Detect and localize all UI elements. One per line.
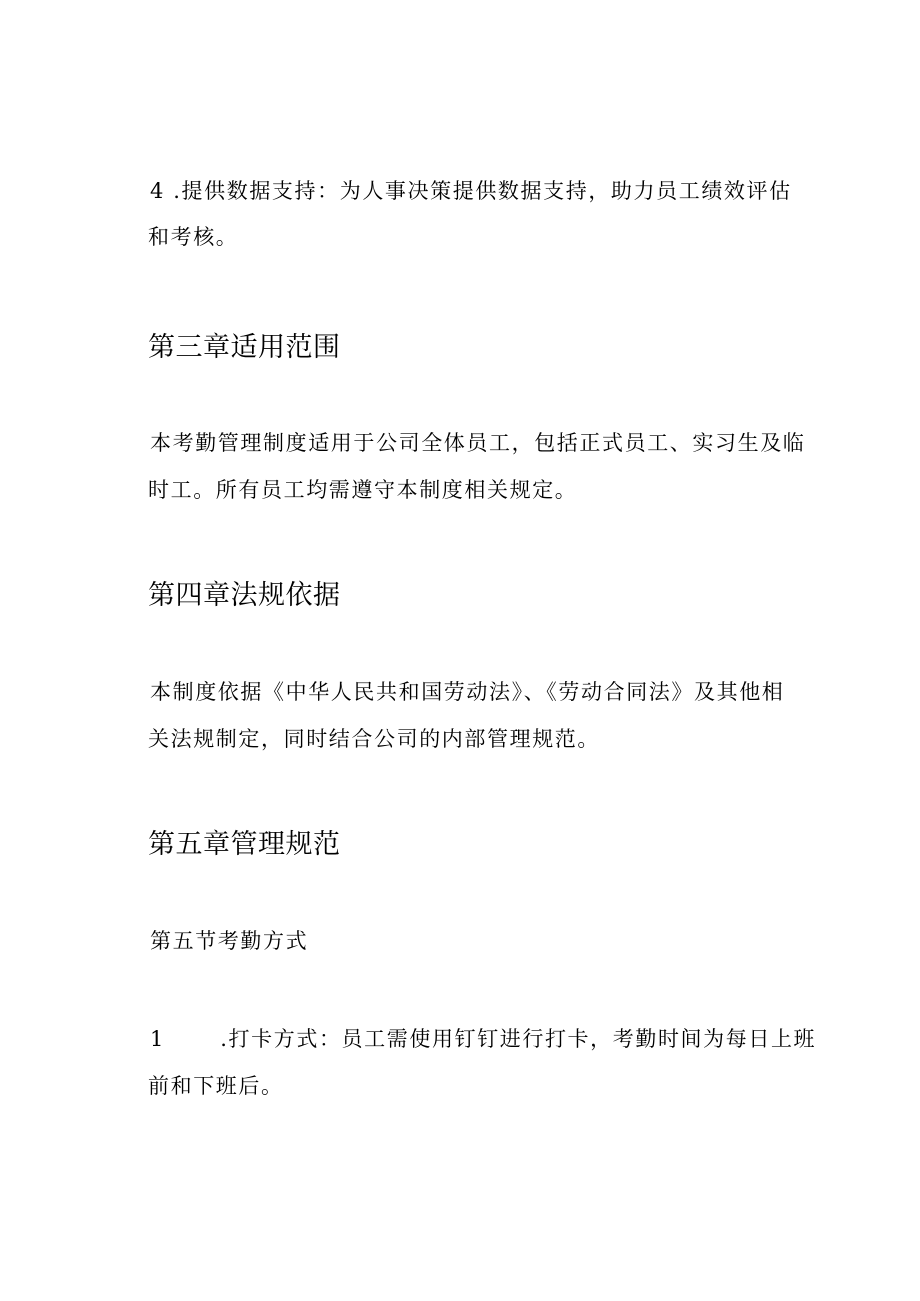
item-1-line-2: 前和下班后。 <box>148 1074 284 1098</box>
item-1-line-1 <box>150 1024 816 1054</box>
chapter-3-title: 第三章适用范围 <box>148 332 341 363</box>
item-4-number: 4 <box>150 179 165 203</box>
chapter-4-paragraph-line-1: 本制度依据《中华人民共和国劳动法》、《劳动合同法》及其他相 <box>150 680 785 704</box>
chapter-5-title: 第五章管理规范 <box>148 829 341 860</box>
chapter-3-paragraph-line-2: 时工。所有员工均需遵守本制度相关规定。 <box>148 478 578 502</box>
chapter-4-paragraph-line-2: 关法规制定，同时结合公司的内部管理规范。 <box>148 727 600 751</box>
chapter-4-title: 第四章法规依据 <box>148 580 341 611</box>
item-4-line-2: 和考核。 <box>148 225 239 249</box>
item-4-text: .提供数据支持：为人事决策提供数据支持，助力员工绩效评估 <box>173 179 792 203</box>
item-1-number: 1 <box>150 1027 165 1051</box>
item-4-line-1 <box>150 176 792 206</box>
item-1-text: .打卡方式：员工需使用钉钉进行打卡，考勤时间为每日上班 <box>220 1027 817 1051</box>
chapter-5-section-title: 第五节考勤方式 <box>150 929 309 953</box>
chapter-3-paragraph-line-1: 本考勤管理制度适用于公司全体员工，包括正式员工、实习生及临 <box>150 431 806 455</box>
